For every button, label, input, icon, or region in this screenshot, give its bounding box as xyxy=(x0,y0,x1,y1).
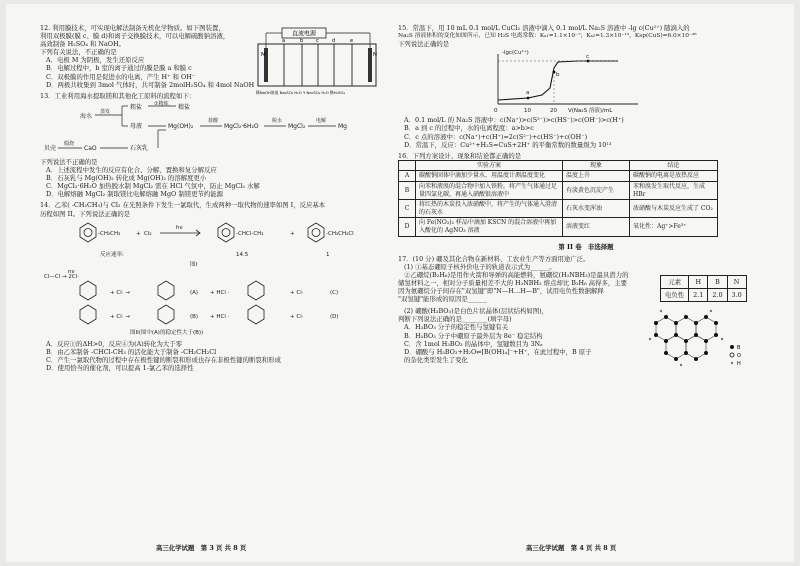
svg-text:+ HCl ·: + HCl · xyxy=(210,289,230,296)
flow-evap: 蒸发 xyxy=(100,108,111,115)
table-cell: A xyxy=(399,171,416,182)
q14-figure-2 xyxy=(40,270,370,338)
table-row xyxy=(399,200,718,218)
graph-point-a: a xyxy=(526,90,530,97)
flow-hcl: 盐酸 xyxy=(208,117,219,124)
q15-line: Na₂S 溶液体积的变化如图所示，已知 H₂S 电离常数：Kₐ₁=1.1×10⁻⁷；Kₐ₂=1.3×10⁻¹³，Ksp(CuS)=6.0×10⁻³⁶ xyxy=(398,33,697,40)
q17-option: D．硼酸与 H₃BO₃+H₂O⇌[B(OH)₄]⁻+H⁺，在此过程中，B 原子 xyxy=(404,347,592,356)
graph-tick-0: 0 xyxy=(494,108,498,115)
q17-part2b: 判断下列说法正确的是________(填字母) xyxy=(398,315,512,324)
q17-option: 的杂化类型发生了变化 xyxy=(404,355,468,364)
table-cell: 石灰水变浑浊 xyxy=(563,200,630,218)
table-cell: D xyxy=(399,218,416,236)
table-row xyxy=(399,182,718,200)
fig2-a: (A) xyxy=(190,289,199,296)
svg-text:+ Cl·: + Cl· xyxy=(290,313,304,320)
flow-crude-salt: 粗盐 xyxy=(130,103,143,111)
q14-option: A．反应①的ΔH>0，反应④为(A)转化为大于零 xyxy=(46,339,183,348)
fig1-reagent: Cl₂ xyxy=(144,230,152,237)
left-page xyxy=(40,24,396,372)
q17-option: A．H₃BO₃ 分子的稳定性与氢键有关 xyxy=(404,323,509,332)
membrane-c: c xyxy=(316,38,319,44)
q12-line: 12. 利用膜技术，可实现电解法制备无机化学物质。如下图装置， xyxy=(40,24,225,32)
q13-option: B．石灰乳与 Mg(OH)₂ 转化成 Mg(OH)₂ 的溶解度更小 xyxy=(46,174,207,183)
table-cell: 碳酸钠固体中滴加少量水，用温度计测温度变化 xyxy=(416,171,563,182)
q17-line: 17．(10 分) 硼及其化合物在新材料、工农业生产等方面用途广泛。 xyxy=(398,254,590,263)
q14-option: B．由乙苯制备 -CHCl-CH₃ 的活化能大于制备 -CH₂CH₂Cl xyxy=(46,347,217,356)
flow-lime: 石灰乳 xyxy=(130,144,149,152)
table-cell: 向苯和液溴的混合物中加入铁粉，将产生气体通过足量四氯化碳，再通入硝酸银溶液中 xyxy=(416,182,563,200)
fig1-rate-label: 反应速率: xyxy=(100,251,124,258)
question-14 xyxy=(40,201,396,372)
q13-option: A．上述流程中发生的反应有化合、分解、置换和复分解反应 xyxy=(46,166,217,175)
flow-mgcl: MgCl₂ xyxy=(288,122,306,130)
electronegativity-table xyxy=(660,275,747,302)
q17-line: ②乙硼烷(B₂H₆)是用作火箭和导弹的高能燃料，氨硼烷(H₃NBH₃)是最具潜力的 xyxy=(404,270,629,279)
q17-part2: (2) 硼酸(H₃BO₃)是白色片状晶体(层状结构如图)， xyxy=(404,307,549,316)
en-cell: 电负性 xyxy=(661,288,689,301)
q15-line: 15．常温下，用 10 mL 0.1 mol/L CuCl₂ 溶液中滴入 0.1 mol/L Na₂S 溶液中 -lg c(Cu²⁺) 随滴入的 xyxy=(398,24,690,32)
q14-line: 历程如图 II。下列说法正确的是 xyxy=(40,209,131,218)
table-cell: 将红热的木炭投入浓硝酸中，将产生的气体通入澄清的石灰水 xyxy=(416,200,563,218)
svg-text:+ Cl·: + Cl· xyxy=(290,289,304,296)
q13-option: D．电解熔融 MgCl₂ 制取镁比电解熔融 MgO 制镁更节约能源 xyxy=(46,190,224,199)
en-header: 元素 xyxy=(661,275,689,288)
graph-tick-10: 10 xyxy=(524,108,531,115)
table-cell: 有淡黄色沉淀产生 xyxy=(563,182,630,200)
table-cell: 溶液变红 xyxy=(563,218,630,236)
power-label: 直流电源 xyxy=(291,30,317,38)
exam-sheet xyxy=(6,4,794,562)
fig2-caption: 图II(图中(A)的稳定性大于(B)) xyxy=(130,329,204,336)
table-cell: 苯和溴发生取代反应，生成 HBr xyxy=(630,182,718,200)
q14-line: 14．乙苯( -CH₂CH₃)与 Cl₂ 在光照条件下发生一氯取代，生成两种一取代物的速率如图 I，反应基本 xyxy=(40,201,326,210)
question-15 xyxy=(398,24,774,149)
flow-mother: 母液 xyxy=(130,122,143,130)
table-header xyxy=(399,160,416,171)
svg-text:+ HCl ·: + HCl · xyxy=(210,313,230,320)
fig2-b: (B) xyxy=(190,313,199,320)
q12-option: A．电极 M 为阴极，发生还原反应 xyxy=(46,56,145,65)
table-cell: B xyxy=(399,182,416,200)
q15-option: C．c 点的溶液中：c(Na⁺)+c(H⁺)=2c(S²⁻)+c(HS⁻)+c(OH⁻) xyxy=(404,132,588,141)
flow-refine: ①精炼 xyxy=(154,100,169,107)
titration-graph xyxy=(458,48,658,114)
page-4-footer: 高三化学试题 第 4 页 共 8 页 xyxy=(526,544,617,552)
q12-line: 下列有关说法，不正确的是 xyxy=(40,48,117,57)
q13-stem: 下列说法不正确的是 xyxy=(40,157,98,166)
svg-text:+ Cl· →: + Cl· → xyxy=(110,313,130,320)
en-value-row xyxy=(661,288,747,301)
en-header: H xyxy=(689,275,708,288)
membrane-b: b xyxy=(300,38,304,44)
q13-option: C．MgCl₂·6H₂O 加热脱水制 MgCl₂ 需在 HCl 气氛中，防止 MgCl₂ 水解 xyxy=(46,182,260,191)
q13-title: 13．工业利用海水提取镁和其他化工原料的流程如下： xyxy=(40,91,196,100)
section-2-title: 第 II 卷 非选择题 xyxy=(558,242,614,251)
en-header: B xyxy=(708,275,727,288)
electrolysis-diagram xyxy=(254,26,382,96)
diagram-bottom-labels: 稀NaOH溶液 Na₂SO₄ H₂O Y Na₂SO₄ H₂O 稀H₂SO₄ xyxy=(256,90,346,95)
fig2-d: (D) xyxy=(330,313,339,320)
q17-option: C．含 1mol H₃BO₃ 的晶体中，氢键数目为 3Nₐ xyxy=(404,339,543,348)
question-17 xyxy=(398,254,774,368)
fig2-init: Cl—Cl → 2Cl· xyxy=(44,273,79,280)
svg-text:+: + xyxy=(290,230,295,237)
membrane-a: a xyxy=(282,38,286,44)
en-cell: 3.0 xyxy=(727,288,746,301)
table-cell: 碳酸钠的电离是放热反应 xyxy=(630,171,718,182)
table-header: 现象 xyxy=(563,160,630,171)
q15-line: 下列说法正确的是 xyxy=(398,40,450,49)
flow-fine-salt: 精盐 xyxy=(178,103,191,111)
legend-O: O xyxy=(737,353,741,360)
fig1-caption: 图I xyxy=(190,261,198,268)
q14-option: C．产生一氯取代物的过程中存在极性键的断裂和形成也存在非极性键的断裂和形成 xyxy=(46,355,281,364)
en-cell: 2.1 xyxy=(689,288,708,301)
electrode-M: M xyxy=(261,52,266,58)
q17-line: 因为氨硼烷分子间存在"双氢键"即"N—H…H—B"，试用电负性数据解释 xyxy=(398,287,604,296)
table-header-row xyxy=(399,160,718,171)
flow-shell: 贝壳 xyxy=(44,144,57,152)
page-3-footer: 高三化学试题 第 3 页 共 8 页 xyxy=(156,544,247,552)
membrane-d: d xyxy=(332,38,336,44)
svg-text:-CH₂CH₂Cl: -CH₂CH₂Cl xyxy=(326,230,354,237)
q12-option: D．两极共收集到 3mol 气体时，共可制备 2molH₂SO₄ 和 4mol NaOH xyxy=(46,80,255,89)
table-row xyxy=(399,171,718,182)
graph-ylabel: -lgc(Cu²⁺) xyxy=(502,50,529,57)
question-12 xyxy=(40,24,396,95)
table-cell: 温度上升 xyxy=(563,171,630,182)
electrode-N: N xyxy=(373,52,378,58)
q12-line: 利用双极膜(膜 c、膜 d)和离子交换膜技术，可以电解硫酸钠溶液， xyxy=(40,32,230,41)
boric-acid-structure xyxy=(636,303,756,369)
right-page xyxy=(398,24,774,368)
q14-figure-1 xyxy=(40,218,370,268)
q12-line: 高效制备 H₂SO₄ 和 NaOH。 xyxy=(40,40,125,49)
q12-option: C．双极膜的作用是促进水的电离，产生 H⁺ 和 OH⁻ xyxy=(46,72,196,81)
magnesium-flow-diagram xyxy=(40,100,370,156)
q17-option: B．H₃BO₃ 分子中硼原子最外层为 8e⁻ 稳定结构 xyxy=(404,331,543,340)
q17-line: (1) ①基态硼原子核外价电子的轨道表示式为______。 xyxy=(404,262,556,271)
flow-electrolysis: 电解 xyxy=(316,117,327,124)
experiment-table xyxy=(398,160,718,237)
table-header: 结论 xyxy=(630,160,718,171)
question-16 xyxy=(398,152,774,237)
fig1-rate-2: 1 xyxy=(326,251,330,258)
table-cell: 向 Fe(NO₃)₂ 样品中滴加 KSCN 的混合溶液中再加入酸化的 AgNO₃ 溶液 xyxy=(416,218,563,236)
flow-mg: Mg xyxy=(338,122,347,130)
fig1-condition: hν xyxy=(176,224,183,231)
table-cell: C xyxy=(399,200,416,218)
graph-xlabel: V(Na₂S 溶液)/mL xyxy=(568,108,613,115)
en-header: N xyxy=(727,275,746,288)
q16-title: 16．下列方案设计、现象和结论都正确的是 xyxy=(398,151,522,160)
flow-mgoh: Mg(OH)₂ xyxy=(168,122,194,130)
svg-text:-CH₂CH₃: -CH₂CH₃ xyxy=(98,230,121,237)
fig1-plus: + xyxy=(136,230,141,237)
graph-point-c: c xyxy=(586,54,590,61)
flow-mgcl-hydrate: MgCl₂·6H₂O xyxy=(224,122,259,130)
table-row xyxy=(399,218,718,236)
en-header-row xyxy=(661,275,747,288)
fig2-hv: hν xyxy=(68,269,75,275)
table-cell: 氧化性：Ag⁺>Fe³⁺ xyxy=(630,218,718,236)
graph-point-b: b xyxy=(556,72,560,79)
flow-dehyd: 脱水 xyxy=(272,117,283,124)
table-header: 实验方案 xyxy=(416,160,563,171)
flow-calcine: 煅烧 xyxy=(64,140,75,147)
fig2-c: (C) xyxy=(330,289,339,296)
fig1-rate-1: 14.5 xyxy=(236,251,249,258)
flow-cao: CaO xyxy=(84,144,97,152)
svg-text:+ Cl· →: + Cl· → xyxy=(110,289,130,296)
legend-H: H xyxy=(737,361,741,368)
q17-line: "双氢键"能形成的原因是______ xyxy=(398,295,487,304)
q17-line: 储氢材料之一，相对分子质量相差不大的 H₃NBH₃ 熔点却比 B₂H₆ 高得多，主要 xyxy=(398,278,628,287)
question-13 xyxy=(40,92,396,199)
en-cell: 2.0 xyxy=(708,288,727,301)
q14-option: D．使用恰当的催化剂，可以提高 1-氯乙苯的选择性 xyxy=(46,364,194,373)
graph-tick-20: 20 xyxy=(550,108,557,115)
q12-option: B．电解过程中，b 室的离子通过的膜是膜 a 和膜 c xyxy=(46,64,192,73)
table-cell: 浓硝酸与木炭反应生成了 CO₂ xyxy=(630,200,718,218)
q15-option: D．常温下，反应：Cu²⁺+H₂S=CuS+2H⁺ 的平衡常数的数量级为 10¹³ xyxy=(404,140,612,149)
svg-text:-CHCl-CH₃: -CHCl-CH₃ xyxy=(236,230,264,237)
q15-option: B．a 到 c 的过程中，水的电离程度：a>b>c xyxy=(404,124,534,133)
q15-option: A．0.1 mol/L 的 Na₂S 溶液中：c(Na⁺)>c(S²⁻)>c(HS⁻)>c(OH⁻)>c(H⁺) xyxy=(404,116,624,125)
legend-B: B xyxy=(737,345,741,352)
flow-seawater: 海水 xyxy=(80,112,93,120)
membrane-e: e xyxy=(350,38,354,44)
